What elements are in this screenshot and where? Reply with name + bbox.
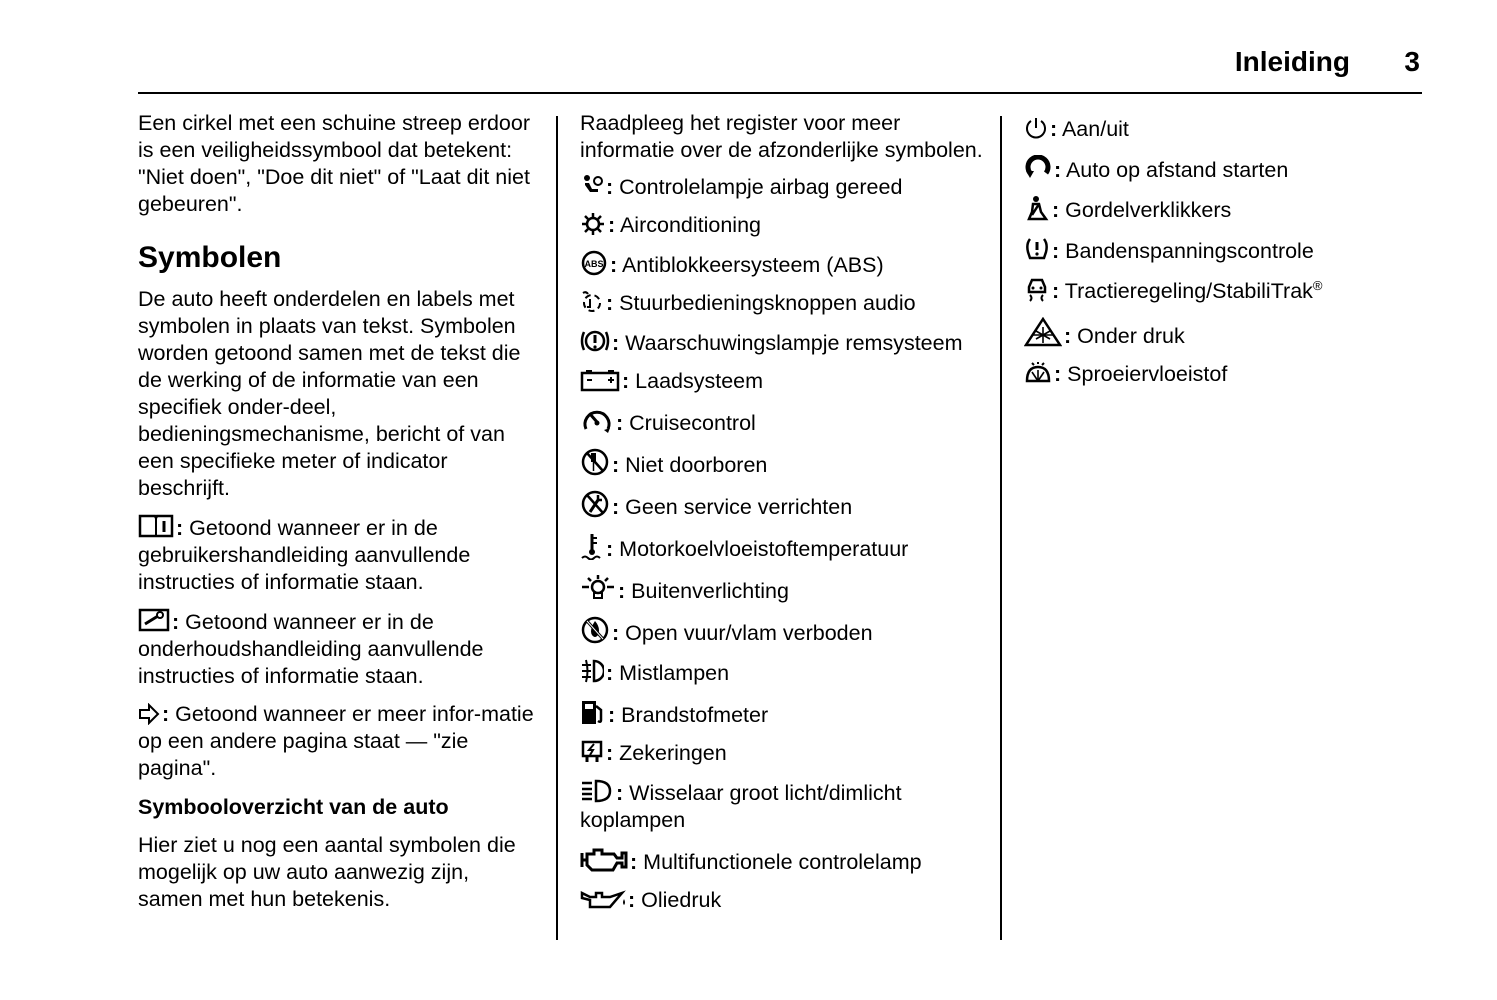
symbol-entry xyxy=(580,616,985,647)
colon: : xyxy=(612,331,620,355)
book-icon xyxy=(138,513,174,539)
colon: : xyxy=(616,411,624,435)
service-manual-icon xyxy=(138,607,170,633)
exterior-lights-icon xyxy=(580,574,616,602)
symbol-entry xyxy=(580,698,985,729)
symbol-description: Getoond wanneer er in de gebruikershandleiding aanvullende instructies of informatie staan. xyxy=(138,516,471,594)
colon: : xyxy=(606,175,614,199)
intro-paragraph: Een cirkel met een schuine streep erdoor is een veiligheidssymbool dat betekent: "Niet doen", "Doe dit niet" of "Laat dit niet gebeuren". xyxy=(138,111,530,216)
svg-text:ABS: ABS xyxy=(584,259,604,269)
symbol-description: Gordelverklikkers xyxy=(1065,198,1232,222)
registered-mark: ® xyxy=(1312,277,1323,293)
abs-icon xyxy=(580,250,608,276)
symbol-description: Aan/uit xyxy=(1061,117,1129,141)
symbol-description: Stuurbedieningsknoppen audio xyxy=(619,291,916,315)
symbol-entry xyxy=(1024,317,1424,350)
symbol-description: Waarschuwingslampje remsysteem xyxy=(625,331,963,355)
colon: : xyxy=(1052,198,1060,222)
symbol-description: Brandstofmeter xyxy=(621,703,769,727)
section-heading: Symbolen xyxy=(138,241,282,274)
symbol-entry xyxy=(580,658,985,687)
symbol-description: Antiblokkeersysteem (ABS) xyxy=(621,253,884,277)
seatbelt-icon xyxy=(1024,195,1050,221)
remote-start-icon xyxy=(1024,155,1052,181)
power-icon xyxy=(1024,116,1048,140)
outro-paragraph: Hier ziet u nog een aantal symbolen die mogelijk op uw auto aanwezig zijn, samen met hun betekenis. xyxy=(138,833,516,911)
symbol-description: Onder druk xyxy=(1077,323,1185,348)
under-pressure-icon xyxy=(1024,317,1062,347)
oil-pressure-icon xyxy=(580,887,626,911)
symbol-description: Buitenverlichting xyxy=(631,579,789,603)
colon: : xyxy=(612,495,620,519)
colon: : xyxy=(608,703,616,727)
symbol-description: Multifunctionele controlelamp xyxy=(643,850,922,874)
symbol-entry xyxy=(580,490,985,521)
symbol-entry xyxy=(580,845,985,876)
high-beam-icon xyxy=(580,778,614,804)
symbol-entry xyxy=(138,701,538,782)
symbol-entry xyxy=(580,290,985,317)
washer-fluid-icon xyxy=(1024,361,1052,385)
symbol-description: Open vuur/vlam verboden xyxy=(625,621,873,645)
colon: : xyxy=(606,291,614,315)
symbol-entry xyxy=(580,778,985,834)
page-number: 3 xyxy=(1404,46,1420,77)
colon: : xyxy=(606,537,614,561)
symbol-entry xyxy=(1024,361,1424,388)
column-divider xyxy=(556,116,558,940)
coolant-temperature-icon xyxy=(580,532,604,560)
body-paragraph: De auto heeft onderdelen en labels met symbolen in plaats van tekst. Symbolen worden getoond samen met de tekst die de werking of de informatie van een specifiek onder-deel, bedieningsmechanisme, bericht of van een specifieke meter of indicator beschrijft. xyxy=(138,287,521,500)
steering-audio-icon xyxy=(580,290,604,314)
colon: : xyxy=(618,579,626,603)
colon: : xyxy=(606,741,614,765)
cruise-control-icon xyxy=(580,406,614,434)
colon: : xyxy=(1064,323,1072,348)
colon: : xyxy=(612,621,620,645)
symbol-entry xyxy=(580,212,985,239)
colon: : xyxy=(616,781,624,805)
symbol-entry xyxy=(580,448,985,479)
no-service-icon xyxy=(580,490,610,518)
symbol-description: Tractieregeling/StabiliTrak xyxy=(1064,279,1313,303)
symbol-description: Wisselaar groot licht/dimlicht koplampen xyxy=(580,781,902,832)
fog-lamp-icon xyxy=(580,658,604,684)
symbol-description: Niet doorboren xyxy=(625,453,768,477)
symbol-description: Getoond wanneer er meer infor-matie op een andere pagina staat — "zie pagina". xyxy=(138,702,534,780)
colon: : xyxy=(630,850,638,874)
subsection-heading: Symbooloverzicht van de auto xyxy=(138,795,449,819)
symbol-description: Laadsysteem xyxy=(635,369,764,393)
colon: : xyxy=(172,610,180,634)
battery-icon xyxy=(580,368,620,392)
colon: : xyxy=(1052,279,1060,303)
page-header xyxy=(138,44,1422,94)
symbol-description: Geen service verrichten xyxy=(625,495,853,519)
symbol-entry xyxy=(580,740,985,767)
symbol-entry xyxy=(1024,155,1424,184)
symbol-description: Motorkoelvloeistoftemperatuur xyxy=(619,537,909,561)
symbol-entry xyxy=(580,174,985,201)
symbol-description: Getoond wanneer er in de onderhoudshandleiding aanvullende instructies of informatie staan. xyxy=(138,610,484,688)
symbol-entry xyxy=(580,250,985,279)
colon: : xyxy=(606,661,614,685)
colon: : xyxy=(1050,117,1058,141)
symbol-entry xyxy=(580,368,985,395)
symbol-description: Zekeringen xyxy=(619,741,727,765)
symbol-description: Cruisecontrol xyxy=(629,411,756,435)
symbol-entry xyxy=(1024,236,1424,265)
do-not-drill-icon xyxy=(580,448,610,476)
column-2 xyxy=(580,110,985,925)
intro-paragraph: Raadpleeg het register voor meer informatie over de afzonderlijke symbolen. xyxy=(580,111,983,162)
fuse-icon xyxy=(580,740,604,764)
colon: : xyxy=(610,253,618,277)
symbol-description: Sproeiervloeistof xyxy=(1067,362,1228,386)
symbol-entry xyxy=(1024,195,1424,224)
no-open-flame-icon xyxy=(580,616,610,644)
air-conditioning-icon xyxy=(580,212,606,236)
symbol-entry xyxy=(580,574,985,605)
symbol-entry xyxy=(580,406,985,437)
column-divider xyxy=(1000,116,1002,940)
airbag-icon xyxy=(580,174,604,198)
arrow-right-icon xyxy=(138,703,160,725)
symbol-entry xyxy=(580,887,985,914)
fuel-gauge-icon xyxy=(580,698,606,726)
symbol-description: Controlelampje airbag gereed xyxy=(619,175,903,199)
column-1 xyxy=(138,110,538,924)
colon: : xyxy=(608,213,616,237)
symbol-entry xyxy=(1024,116,1424,143)
symbol-entry xyxy=(138,513,538,596)
symbol-description: Auto op afstand starten xyxy=(1065,157,1289,182)
colon: : xyxy=(622,369,630,393)
section-title: Inleiding xyxy=(1234,46,1350,77)
colon: : xyxy=(1054,362,1062,386)
symbol-description: Airconditioning xyxy=(619,213,761,237)
engine-icon xyxy=(580,845,628,873)
tire-pressure-icon xyxy=(1024,236,1050,262)
colon: : xyxy=(162,702,170,726)
brake-warning-icon xyxy=(580,328,610,354)
symbol-description: Oliedruk xyxy=(641,888,722,912)
colon: : xyxy=(612,453,620,477)
symbol-description: Mistlampen xyxy=(619,661,730,685)
symbol-entry xyxy=(1024,276,1424,305)
colon: : xyxy=(176,516,184,540)
symbol-entry xyxy=(138,607,538,690)
colon: : xyxy=(1054,157,1062,182)
traction-control-icon xyxy=(1024,276,1050,302)
symbol-entry xyxy=(580,532,985,563)
symbol-description: Bandenspanningscontrole xyxy=(1065,238,1314,263)
column-3 xyxy=(1024,116,1424,400)
colon: : xyxy=(628,888,636,912)
symbol-entry xyxy=(580,328,985,357)
colon: : xyxy=(1052,238,1060,263)
